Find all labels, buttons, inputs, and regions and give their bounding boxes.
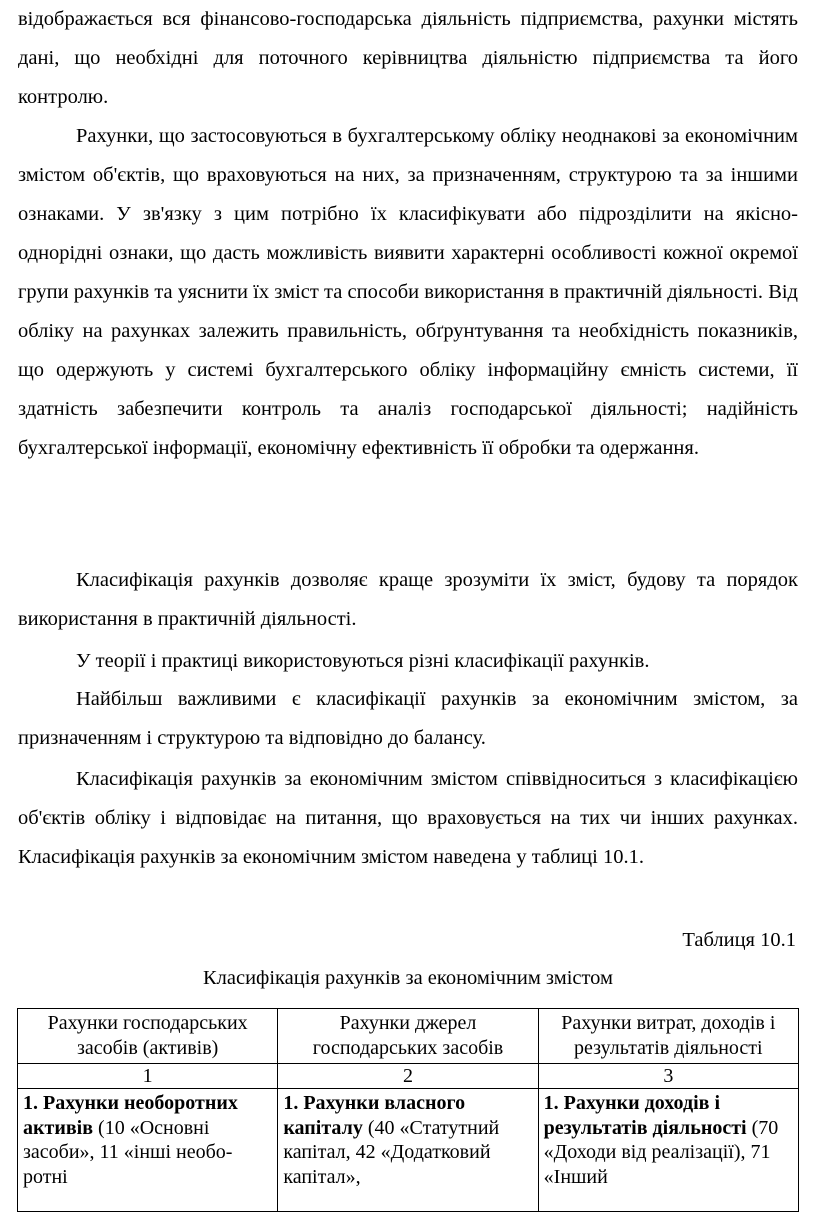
paragraph-most-important: Найбільш важливими є класифікації рахунків за економічним змістом, за призначенням і структурою та відповідно до балансу. (18, 688, 798, 749)
classification-table (17, 1008, 799, 1212)
column-number: 2 (278, 1064, 538, 1089)
table-label: Таблиця 10.1 (682, 929, 796, 951)
cell-heading: 1. Рахунки необоротних активів (23, 1092, 238, 1139)
paragraph-theory-practice: У теорії і практиці використовуються різні класифікації рахунків. (76, 650, 650, 672)
table-header-row (18, 1009, 799, 1064)
table-number-row (18, 1064, 799, 1089)
paragraph-accounts-classification: Рахунки, що застосовуються в бухгалтерському обліку неоднакові за економічним змістом об'єктів, що враховуються на них, за призначенням, структурою та за іншими ознаками. У зв'язку з цим потрібно їх класифікувати або підрозділити на якісно-однорідні ознаки, що дасть можливість виявити характерні особливості кожної окремої групи рахунків та уяснити їх зміст та способи використання в практичній діяльності. Від обліку на рахунках залежить правильність, обґрунтування та необхідність показників, що одержують у системі бухгалтерського обліку інформаційну ємність системи, її здатність забезпечити контроль та аналіз господарської діяльності; надійність бухгалтерської інформації, економічну ефективність її обробки та одержання. (18, 125, 798, 459)
paragraph-classification-purpose: Класифікація рахунків дозволяє краще зрозуміти їх зміст, будову та порядок використання в практичній діяльності. (18, 569, 798, 630)
cell-heading: 1. Рахунки власного капіталу (283, 1092, 466, 1139)
cell-text: (70 «Доходи від реалізації), 71 «Інший (543, 1116, 779, 1188)
cell-text: (10 «Основні засоби», 11 «інші необо-ротні (23, 1116, 233, 1188)
table-cell (538, 1089, 798, 1212)
table-header-cell: Рахунки господарських засобів (активів) (18, 1009, 278, 1064)
column-number: 3 (538, 1064, 798, 1089)
table-header-cell: Рахунки джерел господарських засобів (278, 1009, 538, 1064)
cell-heading: 1. Рахунки доходів і результатів діяльності (543, 1092, 747, 1139)
cell-text: (40 «Статутний капітал, 42 «Додатковий капітал», (283, 1116, 500, 1188)
column-number: 1 (18, 1064, 278, 1089)
table-title: Класифікація рахунків за економічним змістом (202, 967, 614, 989)
table-cell (278, 1089, 538, 1212)
table-header-cell: Рахунки витрат, доходів і результатів діяльності (538, 1009, 798, 1064)
paragraph-continuation: відображається вся фінансово-господарська діяльність підприємства, рахунки містять дані, що необхідні для поточного керівництва діяльністю підприємства та його контролю. (18, 8, 798, 108)
table-row (18, 1089, 799, 1212)
paragraph-economic-content: Класифікація рахунків за економічним змістом співвідноситься з класифікацією об'єктів обліку і відповідає на питання, що враховується на тих чи інших рахунках. Класифікація рахунків за економічним змістом наведена у таблиці 10.1. (18, 768, 798, 868)
table-cell (18, 1089, 278, 1212)
